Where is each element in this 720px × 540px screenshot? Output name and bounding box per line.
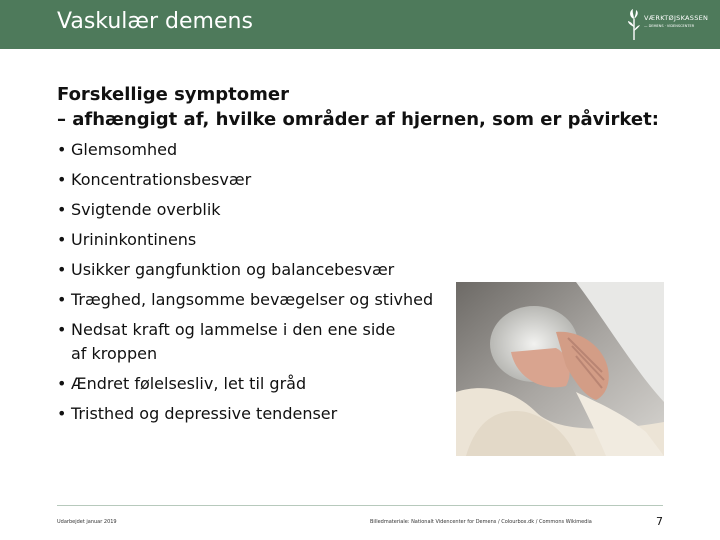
slide-title: Vaskulær demens [57,9,253,34]
list-item: • Urininkontinens [57,228,433,252]
footer-credits: Billedmateriale: Nationalt Videncenter for Demens / Colourbox.dk / Commons Wikimedia [370,519,592,525]
heading-line-1: Forskellige symptomer [57,84,289,105]
list-item: • Koncentrationsbesvær [57,168,433,192]
content-heading [57,82,659,132]
list-item: • Svigtende overblik [57,198,433,222]
list-item: • Nedsat kraft og lammelse i den ene side af kroppen [57,318,411,366]
list-item: • Træghed, langsomme bevægelser og stivhed [57,288,433,312]
logo-name: VÆRKTØJSKASSEN [644,14,709,22]
list-item: • Usikker gangfunktion og balancebesvær [57,258,433,282]
list-item: • Tristhed og depressive tendenser [57,402,433,426]
list-item: • Ændret følelsesliv, let til gråd [57,372,433,396]
heading-line-2: – afhængigt af, hvilke områder af hjernen, som er påvirket: [57,109,659,130]
flower-icon [626,7,642,41]
logo-tagline: — DEMENS · VIDENSCENTER [644,24,695,28]
elderly-person-photo [456,282,664,456]
footer-date: Udarbejdet januar 2019 [57,519,117,525]
list-item: • Glemsomhed [57,138,433,162]
header-bar [0,0,720,49]
page-number: 7 [656,515,663,528]
footer-divider [57,505,663,506]
logo [626,7,718,41]
symptom-list [57,138,433,432]
